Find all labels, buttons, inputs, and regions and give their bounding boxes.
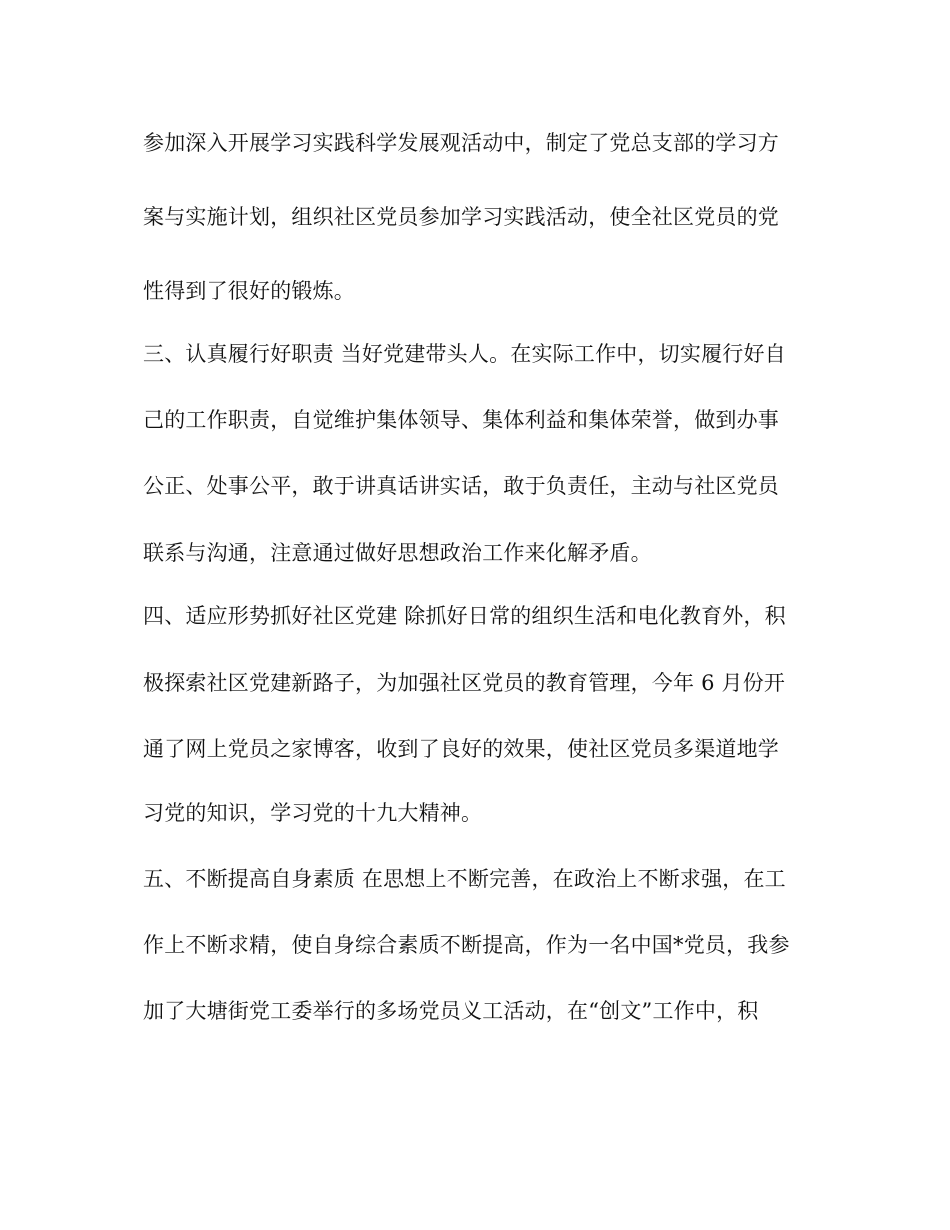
section-heading-line: 五、不断提高自身素质 在思想上不断完善，在政治上不断求强，在工: [143, 867, 786, 891]
text-line: 习党的知识，学习党的十九大精神。: [143, 801, 483, 825]
text-line: 作上不断求精，使自身综合素质不断提高，作为一名中国*党员，我参: [143, 933, 790, 957]
text-line: 极探索社区党建新路子，为加强社区党员的教育管理，今年 6 月份开: [143, 671, 786, 695]
text-line: 联系与沟通，注意通过做好思想政治工作来化解矛盾。: [143, 541, 652, 565]
text-line: 己的工作职责，自觉维护集体领导、集体利益和集体荣誉，做到办事: [143, 408, 779, 432]
section-heading-line: 四、适应形势抓好社区党建 除抓好日常的组织生活和电化教育外，积: [143, 604, 786, 628]
text-line: 通了网上党员之家博客，收到了良好的效果，使社区党员多渠道地学: [143, 737, 779, 761]
text-line: 加了大塘街党工委举行的多场党员义工活动，在“创文”工作中，积: [143, 999, 759, 1023]
text-line: 性得到了很好的锻炼。: [143, 279, 355, 303]
text-line: 案与实施计划，组织社区党员参加学习实践活动，使全社区党员的党: [143, 205, 779, 229]
section-heading-line: 三、认真履行好职责 当好党建带头人。在实际工作中，切实履行好自: [143, 342, 786, 366]
text-line: 公正、处事公平，敢于讲真话讲实话，敢于负责任，主动与社区党员: [143, 474, 779, 498]
text-line: 参加深入开展学习实践科学发展观活动中，制定了党总支部的学习方: [143, 131, 779, 155]
